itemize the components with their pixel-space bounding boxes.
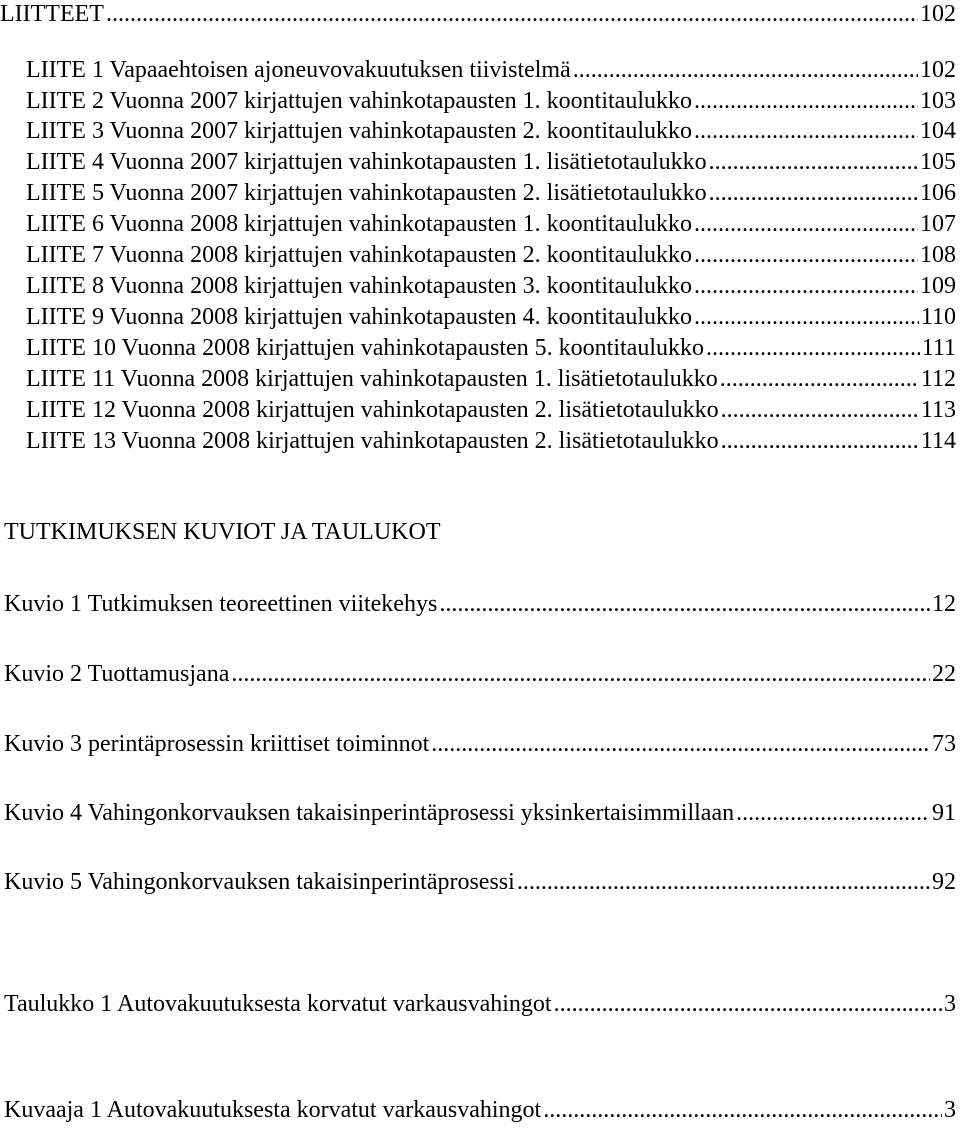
toc-entry-label: LIITE 4 Vuonna 2007 kirjattujen vahinkotapausten 1. lisätietotaulukko	[26, 149, 707, 175]
section-heading-figures: TUTKIMUKSEN KUVIOT JA TAULUKOT	[4, 519, 441, 545]
toc-leader-dots	[543, 1096, 942, 1124]
toc-entry-label: LIITTEET	[0, 1, 104, 27]
toc-entry-liite-1[interactable]	[26, 56, 956, 84]
toc-leader-dots	[721, 396, 919, 424]
toc-entry-page: 111	[921, 335, 956, 361]
toc-leader-dots	[694, 303, 919, 331]
toc-entry-page: 103	[920, 88, 956, 114]
toc-entry-page: 113	[920, 397, 956, 423]
toc-entry-liite-7[interactable]	[26, 241, 956, 269]
toc-leader-dots	[573, 56, 918, 84]
toc-leader-dots	[694, 117, 918, 145]
toc-leader-dots	[694, 210, 918, 238]
toc-entry-label: Taulukko 1 Autovakuutuksesta korvatut varkausvahingot	[4, 991, 552, 1017]
toc-entry-kuvio-3[interactable]	[4, 730, 956, 758]
toc-leader-dots	[439, 590, 930, 618]
toc-entry-liite-11[interactable]	[26, 365, 956, 393]
toc-leader-dots	[694, 241, 918, 269]
toc-entry-liite-6[interactable]	[26, 210, 956, 238]
toc-entry-page: 104	[920, 118, 956, 144]
toc-entry-page: 109	[920, 273, 956, 299]
toc-entry-page: 108	[920, 242, 956, 268]
toc-leader-dots	[431, 730, 930, 758]
toc-entry-label: Kuvio 3 perintäprosessin kriittiset toiminnot	[4, 731, 430, 757]
toc-entry-page: 92	[932, 869, 956, 895]
toc-leader-dots	[106, 0, 918, 28]
toc-entry-label: Kuvio 2 Tuottamusjana	[4, 661, 230, 687]
toc-entry-liite-2[interactable]	[26, 87, 956, 115]
toc-entry-page: 73	[932, 731, 956, 757]
toc-leader-dots	[231, 660, 930, 688]
toc-entry-page: 106	[920, 180, 956, 206]
toc-entry-label: LIITE 8 Vuonna 2008 kirjattujen vahinkotapausten 3. koontitaulukko	[26, 273, 692, 299]
toc-entry-label: LIITE 5 Vuonna 2007 kirjattujen vahinkotapausten 2. lisätietotaulukko	[26, 180, 707, 206]
toc-entry-liite-13[interactable]	[26, 427, 956, 455]
toc-entry-kuvio-1[interactable]	[4, 590, 956, 618]
toc-entry-liite-3[interactable]	[26, 117, 956, 145]
toc-entry-page: 3	[944, 1097, 956, 1123]
toc-entry-liite-9[interactable]	[26, 303, 956, 331]
toc-entry-page: 12	[932, 591, 956, 617]
toc-entry-label: Kuvio 5 Vahingonkorvauksen takaisinperintäprosessi	[4, 869, 515, 895]
toc-entry-page: 105	[920, 149, 956, 175]
toc-entry-label: LIITE 12 Vuonna 2008 kirjattujen vahinkotapausten 2. lisätietotaulukko	[26, 397, 719, 423]
toc-entry-label: Kuvaaja 1 Autovakuutuksesta korvatut varkausvahingot	[4, 1097, 542, 1123]
toc-leader-dots	[706, 334, 920, 362]
toc-entry-label: LIITE 10 Vuonna 2008 kirjattujen vahinkotapausten 5. koontitaulukko	[26, 335, 704, 361]
toc-leader-dots	[709, 148, 918, 176]
toc-entry-label: LIITE 13 Vuonna 2008 kirjattujen vahinkotapausten 2. lisätietotaulukko	[26, 428, 719, 454]
toc-entry-page: 102	[920, 1, 956, 27]
toc-entry-label: LIITE 6 Vuonna 2008 kirjattujen vahinkotapausten 1. koontitaulukko	[26, 211, 692, 237]
toc-entry-label: LIITE 3 Vuonna 2007 kirjattujen vahinkotapausten 2. koontitaulukko	[26, 118, 692, 144]
toc-entry-page: 112	[920, 366, 956, 392]
toc-leader-dots	[709, 179, 918, 207]
toc-leader-dots	[736, 799, 930, 827]
toc-entry-liite-5[interactable]	[26, 179, 956, 207]
toc-entry-kuvaaja-1[interactable]	[4, 1096, 956, 1124]
toc-entry-page: 3	[944, 991, 956, 1017]
toc-entry-label: LIITE 2 Vuonna 2007 kirjattujen vahinkotapausten 1. koontitaulukko	[26, 88, 692, 114]
toc-entry-page: 110	[920, 304, 956, 330]
toc-leader-dots	[554, 990, 942, 1018]
toc-entry-page: 114	[920, 428, 956, 454]
toc-entry-liite-8[interactable]	[26, 272, 956, 300]
toc-entry-label: LIITE 1 Vapaaehtoisen ajoneuvovakuutuksen tiivistelmä	[26, 57, 571, 83]
toc-entry-kuvio-2[interactable]	[4, 660, 956, 688]
toc-entry-label: LIITE 7 Vuonna 2008 kirjattujen vahinkotapausten 2. koontitaulukko	[26, 242, 692, 268]
toc-entry-page: 22	[932, 661, 956, 687]
toc-entry-kuvio-4[interactable]	[4, 799, 956, 827]
toc-entry-label: LIITE 9 Vuonna 2008 kirjattujen vahinkotapausten 4. koontitaulukko	[26, 304, 692, 330]
toc-entry-kuvio-5[interactable]	[4, 868, 956, 896]
toc-entry-liite-10[interactable]	[26, 334, 956, 362]
toc-entry-taulukko-1[interactable]	[4, 990, 956, 1018]
toc-entry-page: 102	[920, 57, 956, 83]
toc-entry-label: Kuvio 1 Tutkimuksen teoreettinen viitekehys	[4, 591, 438, 617]
toc-leader-dots	[721, 427, 919, 455]
toc-entry-liite-4[interactable]	[26, 148, 956, 176]
toc-leader-dots	[694, 272, 918, 300]
toc-entry-liite-12[interactable]	[26, 396, 956, 424]
toc-entry-page: 107	[920, 211, 956, 237]
toc-leader-dots	[694, 87, 918, 115]
toc-leader-dots	[517, 868, 930, 896]
toc-leader-dots	[720, 365, 919, 393]
toc-entry-label: Kuvio 4 Vahingonkorvauksen takaisinperintäprosessi yksinkertaisimmillaan	[4, 800, 735, 826]
toc-entry-page: 91	[932, 800, 956, 826]
toc-entry-label: LIITE 11 Vuonna 2008 kirjattujen vahinkotapausten 1. lisätietotaulukko	[26, 366, 718, 392]
toc-entry-liitteet[interactable]	[0, 0, 956, 28]
